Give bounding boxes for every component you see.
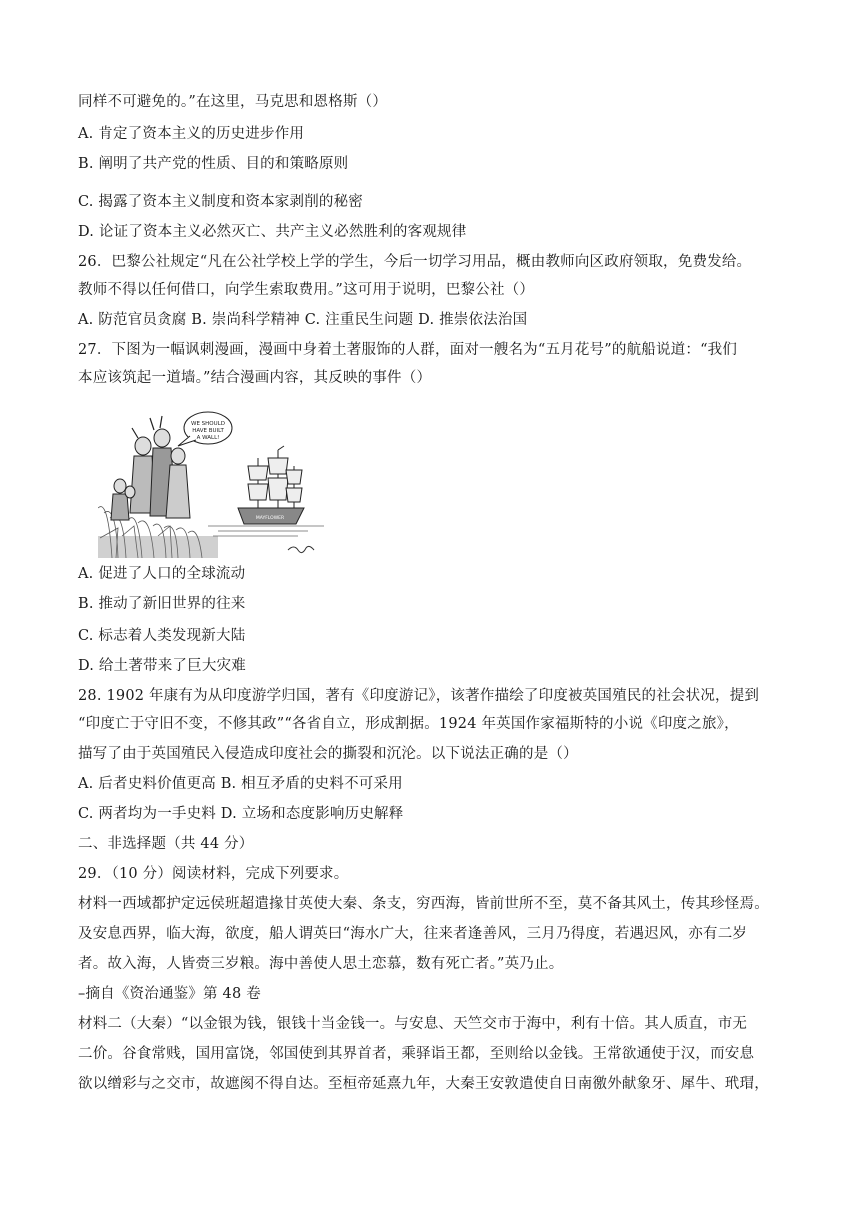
material-1-source: –摘自《资治通鉴》第 48 卷 bbox=[78, 986, 261, 1002]
section-heading: 二、非选择题（共 44 分） bbox=[78, 836, 254, 852]
question-28: 28. 1902 年康有为从印度游学归国，著有《印度游记》，该著作描绘了印度被英国殖民的社会状况，提到 bbox=[78, 688, 760, 704]
question-26-cont: 教师不得以任何借口，向学生索取费用。”这可用于说明，巴黎公社（） bbox=[78, 282, 535, 298]
ship-name-label: MAYFLOWER bbox=[255, 516, 285, 521]
option-d: D. 论证了资本主义必然灭亡、共产主义必然胜利的客观规律 bbox=[78, 224, 467, 240]
question-28-cont-2: 描写了由于英国殖民入侵造成印度社会的撕裂和沉沦。以下说法正确的是（） bbox=[78, 746, 578, 762]
question-28-options-cd: C. 两者均为一手史料 D. 立场和态度影响历史解释 bbox=[78, 806, 404, 822]
question-26: 26．巴黎公社规定“凡在公社学校上学的学生，今后一切学习用品，概由教师向区政府领取，免费发给。 bbox=[78, 254, 752, 270]
question-28-options-ab: A. 后者史料价值更高 B. 相互矛盾的史料不可采用 bbox=[78, 776, 403, 792]
question-28-cont-1: “印度亡于守旧不变，不修其政”“各省自立，形成割据。1924 年英国作家福斯特的小说《印度之旅》， bbox=[78, 716, 739, 732]
material-1-line-1: 材料一西域都护定远侯班超遣掾甘英使大秦、条支，穷西海，皆前世所不至，莫不备其风土，传其珍怪焉。 bbox=[78, 896, 769, 912]
option-a: A. 肯定了资本主义的历史进步作用 bbox=[78, 126, 305, 142]
option-c: C. 揭露了资本主义制度和资本家剥削的秘密 bbox=[78, 194, 363, 210]
question-27: 27．下图为一幅讽刺漫画，漫画中身着土著服饰的人群，面对一艘名为“五月花号”的航船说道：“我们 bbox=[78, 342, 738, 358]
question-26-options: A. 防范官员贪腐 B. 崇尚科学精神 C. 注重民生问题 D. 推崇依法治国 bbox=[78, 312, 528, 328]
material-2-line-1: 材料二（大秦）“以金银为钱，银钱十当金钱一。与安息、天竺交市于海中，利有十倍。其人质直，市无 bbox=[78, 1016, 748, 1032]
material-1-line-2: 及安息西界，临大海，欲度，船人谓英曰“海水广大，往来者逢善风，三月乃得度，若遇迟风，亦有二岁 bbox=[78, 926, 748, 942]
question-27-cont: 本应该筑起一道墙。”结合漫画内容，其反映的事件（） bbox=[78, 370, 432, 386]
option-a: A. 促进了人口的全球流动 bbox=[78, 566, 246, 582]
option-c: C. 标志着人类发现新大陆 bbox=[78, 628, 246, 644]
option-d: D. 给土著带来了巨大灾难 bbox=[78, 658, 246, 674]
svg-text:A WALL!: A WALL! bbox=[196, 435, 220, 441]
svg-text:HAVE BUILT: HAVE BUILT bbox=[192, 428, 224, 434]
question-29: 29．（10 分）阅读材料，完成下列要求。 bbox=[78, 866, 349, 882]
material-2-line-2: 二价。谷食常贱，国用富饶，邻国使到其界首者，乘驿诣王都，至则给以金钱。王常欲通使于汉，而安息 bbox=[78, 1046, 755, 1062]
speech-bubble-text: WE SHOULD bbox=[191, 421, 225, 427]
option-b: B. 推动了新旧世界的往来 bbox=[78, 596, 246, 612]
cartoon-illustration bbox=[98, 408, 324, 560]
option-b: B. 阐明了共产党的性质、目的和策略原则 bbox=[78, 156, 349, 172]
material-1-line-3: 者。故入海，人皆赍三岁粮。海中善使人思土恋慕，数有死亡者。”英乃止。 bbox=[78, 956, 564, 972]
text-line-1: 同样不可避免的。”在这里，马克思和恩格斯（） bbox=[78, 94, 388, 110]
material-2-line-3: 欲以缯彩与之交市，故遮阂不得自达。至桓帝延熹九年，大秦王安敦遣使自日南徼外献象牙、犀牛、玳瑁， bbox=[78, 1076, 769, 1092]
